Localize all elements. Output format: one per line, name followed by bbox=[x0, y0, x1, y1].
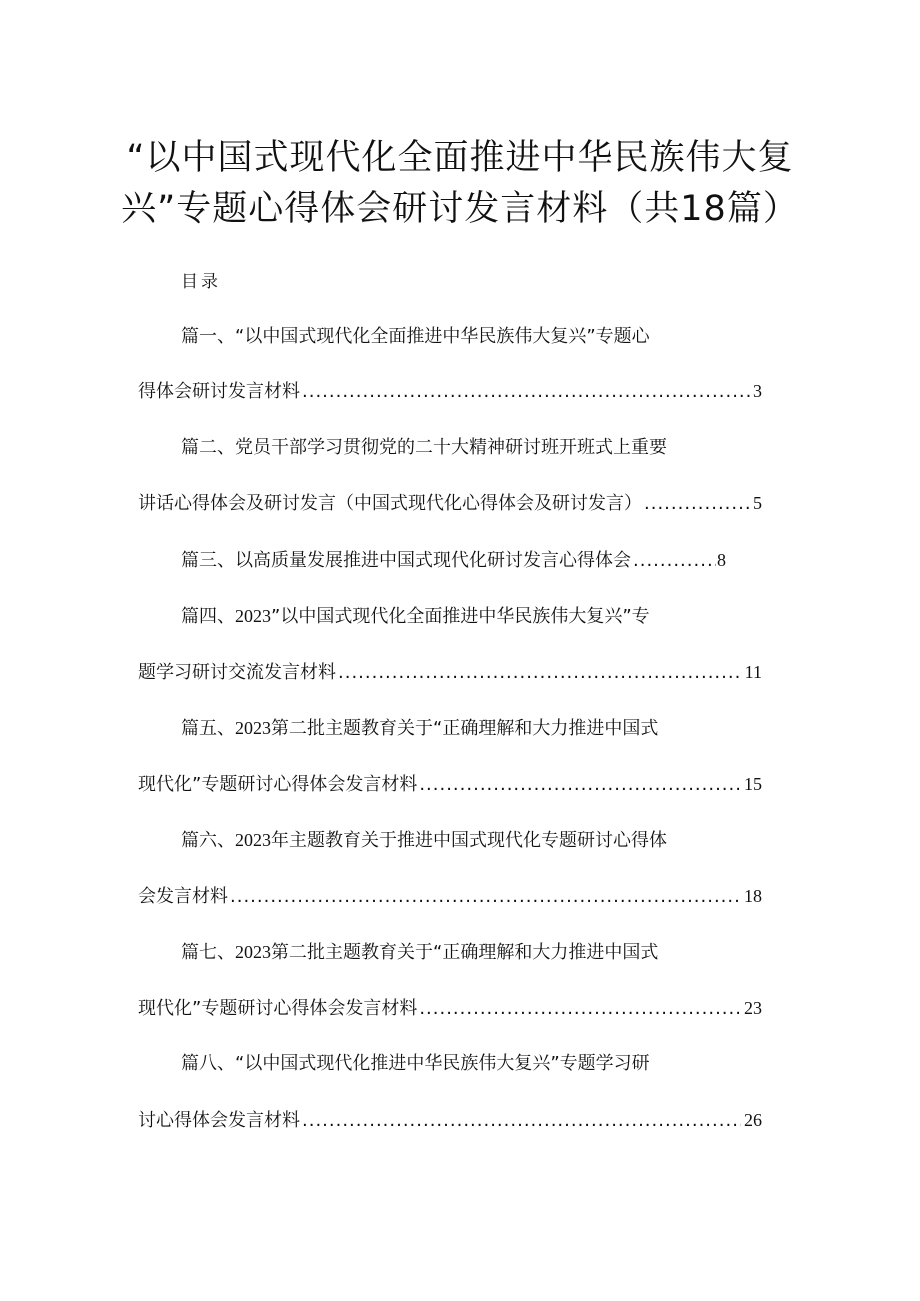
toc-entry-1-continuation[interactable] bbox=[138, 376, 762, 407]
toc-entry-3[interactable] bbox=[181, 545, 726, 576]
toc-entry-8-continuation[interactable] bbox=[138, 1105, 762, 1136]
toc-page-number: 3 bbox=[753, 381, 762, 401]
toc-entry-text: ”以中国式现代化全面推进中华民族伟大复兴”专 bbox=[271, 606, 650, 627]
toc-entry-2-continuation[interactable] bbox=[138, 488, 762, 519]
dot-leader bbox=[338, 658, 742, 688]
toc-entry-text: 现代化”专题研讨心得体会发言材料 bbox=[138, 774, 418, 795]
dot-leader bbox=[302, 377, 750, 407]
toc-entry-8-title[interactable]: 篇八、“以中国式现代化推进中华民族伟大复兴”专题学习研 bbox=[181, 1053, 650, 1074]
toc-entry-year: 2023 bbox=[235, 942, 271, 962]
toc-entry-text: 年主题教育关于推进中国式现代化专题研讨心得体 bbox=[271, 830, 667, 851]
toc-entry-7-continuation[interactable] bbox=[138, 993, 762, 1024]
dot-leader bbox=[302, 1106, 741, 1136]
title-line-1: “以中国式现代化全面推进中华民族伟大复 bbox=[126, 138, 794, 178]
toc-entry-text: 第二批主题教育关于“正确理解和大力推进中国式 bbox=[271, 942, 659, 963]
toc-entry-text: 现代化”专题研讨心得体会发言材料 bbox=[138, 998, 418, 1019]
toc-entry-text: 会发言材料 bbox=[138, 886, 228, 907]
toc-entry-1-title[interactable]: 篇一、“以中国式现代化全面推进中华民族伟大复兴”专题心 bbox=[181, 326, 650, 347]
dot-leader bbox=[419, 994, 741, 1024]
toc-entry-6-continuation[interactable] bbox=[138, 881, 762, 912]
toc-entry-text: 讲话心得体会及研讨发言（中国式现代化心得体会及研讨发言） bbox=[138, 493, 642, 514]
toc-entry-year: 2023 bbox=[235, 718, 271, 738]
title-line-2: 兴”专题心得体会研讨发言材料（共18篇） bbox=[121, 189, 799, 229]
toc-entry-text: 得体会研讨发言材料 bbox=[138, 381, 300, 402]
toc-entry-5-title[interactable] bbox=[181, 713, 658, 744]
toc-entry-6-title[interactable] bbox=[181, 825, 667, 856]
dot-leader bbox=[419, 770, 741, 800]
toc-entry-7-title[interactable] bbox=[181, 937, 658, 968]
toc-heading: 目录 bbox=[181, 272, 221, 292]
toc-entry-year: 2023 bbox=[235, 830, 271, 850]
toc-entry-5-continuation[interactable] bbox=[138, 769, 762, 800]
toc-entry-4-continuation[interactable] bbox=[138, 657, 762, 688]
toc-page-number: 8 bbox=[717, 550, 726, 570]
toc-entry-text: 题学习研讨交流发言材料 bbox=[138, 662, 336, 683]
dot-leader bbox=[644, 489, 750, 519]
toc-page-number: 26 bbox=[744, 1110, 762, 1130]
toc-page-number: 23 bbox=[744, 998, 762, 1018]
toc-page-number: 18 bbox=[744, 886, 762, 906]
toc-entry-prefix: 篇六、 bbox=[181, 830, 235, 851]
toc-entry-text: 第二批主题教育关于“正确理解和大力推进中国式 bbox=[271, 718, 659, 739]
toc-entry-year: 2023 bbox=[235, 606, 271, 626]
toc-entry-4-title[interactable] bbox=[181, 601, 650, 632]
toc-entry-prefix: 篇五、 bbox=[181, 718, 235, 739]
toc-entry-2-title[interactable]: 篇二、党员干部学习贯彻党的二十大精神研讨班开班式上重要 bbox=[181, 437, 667, 458]
toc-entry-text: 篇三、以高质量发展推进中国式现代化研讨发言心得体会 bbox=[181, 550, 631, 571]
dot-leader bbox=[230, 882, 741, 912]
toc-page-number: 5 bbox=[753, 493, 762, 513]
toc-entry-text: 讨心得体会发言材料 bbox=[138, 1110, 300, 1131]
document-title bbox=[0, 133, 920, 235]
toc-entry-prefix: 篇七、 bbox=[181, 942, 235, 963]
toc-entry-prefix: 篇四、 bbox=[181, 606, 235, 627]
toc-page-number: 11 bbox=[744, 662, 762, 682]
dot-leader bbox=[633, 546, 716, 576]
toc-page-number: 15 bbox=[744, 774, 762, 794]
